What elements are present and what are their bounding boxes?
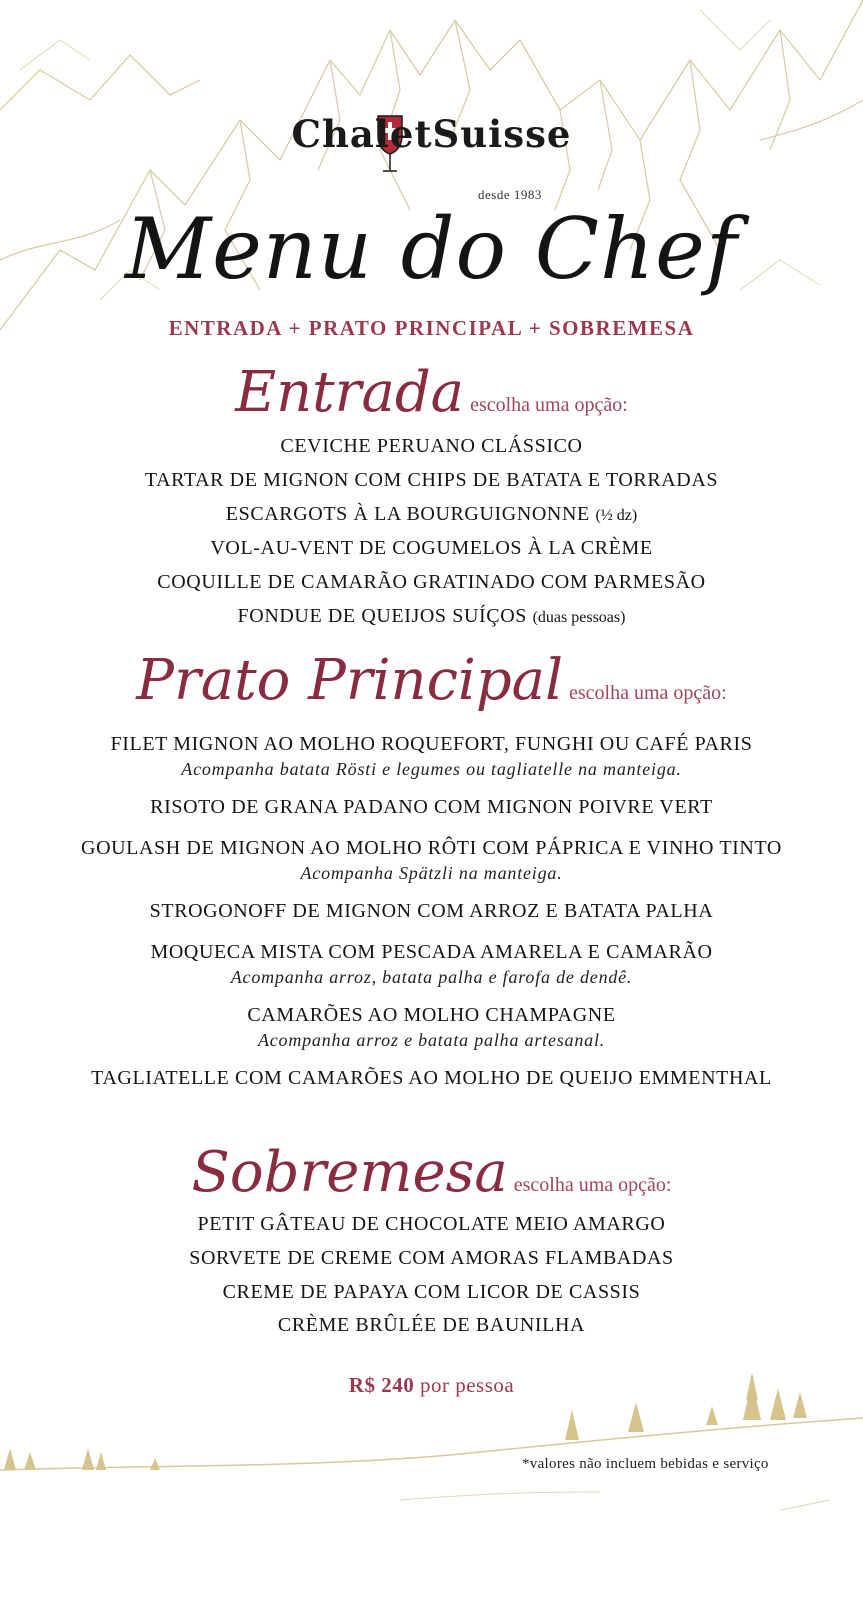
entrada-item: ESCARGOTS À LA BOURGUIGNONNE (½ dz) <box>225 502 638 525</box>
principal-item-sub: Acompanha batata Rösti e legumes ou tagliatelle na manteiga. <box>181 759 682 779</box>
entrada-item: FONDUE DE QUEIJOS SUÍÇOS (duas pessoas) <box>237 604 626 627</box>
restaurant-logo <box>0 112 863 156</box>
entrada-heading <box>0 360 863 425</box>
entrada-item: COQUILLE DE CAMARÃO GRATINADO COM PARMESÃO <box>157 571 706 594</box>
sobremesa-item: SORVETE DE CREME COM AMORAS FLAMBADAS <box>189 1246 674 1269</box>
entrada-item: CEVICHE PERUANO CLÁSSICO <box>280 435 583 457</box>
principal-item-name: RISOTO DE GRANA PADANO COM MIGNON POIVRE VERT <box>150 796 713 818</box>
principal-item <box>0 1065 863 1092</box>
principal-item <box>0 835 863 884</box>
sobremesa-item: CREME DE PAPAYA COM LICOR DE CASSIS <box>222 1280 641 1303</box>
sobremesa-title: Sobremesa <box>191 1140 508 1205</box>
principal-list <box>0 731 863 1106</box>
price-unit: por pessoa <box>419 1373 515 1397</box>
principal-item-sub: Acompanha arroz e batata palha artesanal. <box>257 1030 606 1050</box>
principal-heading <box>0 648 863 713</box>
entrada-list <box>0 430 863 635</box>
footnote: *valores não incluem bebidas e serviço <box>522 1456 769 1472</box>
entrada-item-note: (duas pessoas) <box>532 608 626 626</box>
principal-item-name: CAMARÕES AO MOLHO CHAMPAGNE <box>247 1004 616 1026</box>
principal-item <box>0 898 863 925</box>
principal-item-name: MOQUECA MISTA COM PESCADA AMARELA E CAMARÃO <box>150 941 713 963</box>
principal-item-sub: Acompanha Spätzli na manteiga. <box>300 863 563 883</box>
principal-item <box>0 731 863 780</box>
principal-item <box>0 1002 863 1051</box>
sobremesa-item: PETIT GÂTEAU DE CHOCOLATE MEIO AMARGO <box>197 1213 666 1235</box>
logo-since: desde 1983 <box>478 187 542 202</box>
price <box>0 1373 863 1398</box>
principal-hint: escolha uma opção: <box>568 682 727 704</box>
principal-item <box>0 939 863 988</box>
price-amount: R$ 240 <box>348 1373 415 1397</box>
principal-item-name: STROGONOFF DE MIGNON COM ARROZ E BATATA PALHA <box>149 900 714 922</box>
principal-item-name: GOULASH DE MIGNON AO MOLHO RÔTI COM PÁPRICA E VINHO TINTO <box>81 837 782 859</box>
menu-title: Menu do Chef <box>125 200 738 298</box>
entrada-hint: escolha uma opção: <box>470 394 628 416</box>
menu-subtitle: ENTRADA + PRATO PRINCIPAL + SOBREMESA <box>168 316 695 340</box>
sobremesa-item: CRÈME BRÛLÉE DE BAUNILHA <box>277 1314 586 1337</box>
principal-item-name: TAGLIATELLE COM CAMARÕES AO MOLHO DE QUEIJO EMMENTHAL <box>91 1067 772 1089</box>
entrada-title: Entrada <box>235 360 465 425</box>
entrada-item: TARTAR DE MIGNON COM CHIPS DE BATATA E TORRADAS <box>144 468 719 491</box>
principal-item <box>0 794 863 821</box>
principal-item-name: FILET MIGNON AO MOLHO ROQUEFORT, FUNGHI OU CAFÉ PARIS <box>110 733 753 755</box>
entrada-item: VOL-AU-VENT DE COGUMELOS À LA CRÈME <box>210 537 653 560</box>
principal-item-sub: Acompanha arroz, batata palha e farofa de dendê. <box>230 967 633 987</box>
entrada-item-note: (½ dz) <box>595 506 638 524</box>
sobremesa-list <box>0 1208 863 1343</box>
principal-title: Prato Principal <box>136 648 563 713</box>
sobremesa-heading <box>0 1140 863 1205</box>
logo-wordmark: ChaletSuisse <box>291 112 572 156</box>
sobremesa-hint: escolha uma opção: <box>513 1174 672 1196</box>
